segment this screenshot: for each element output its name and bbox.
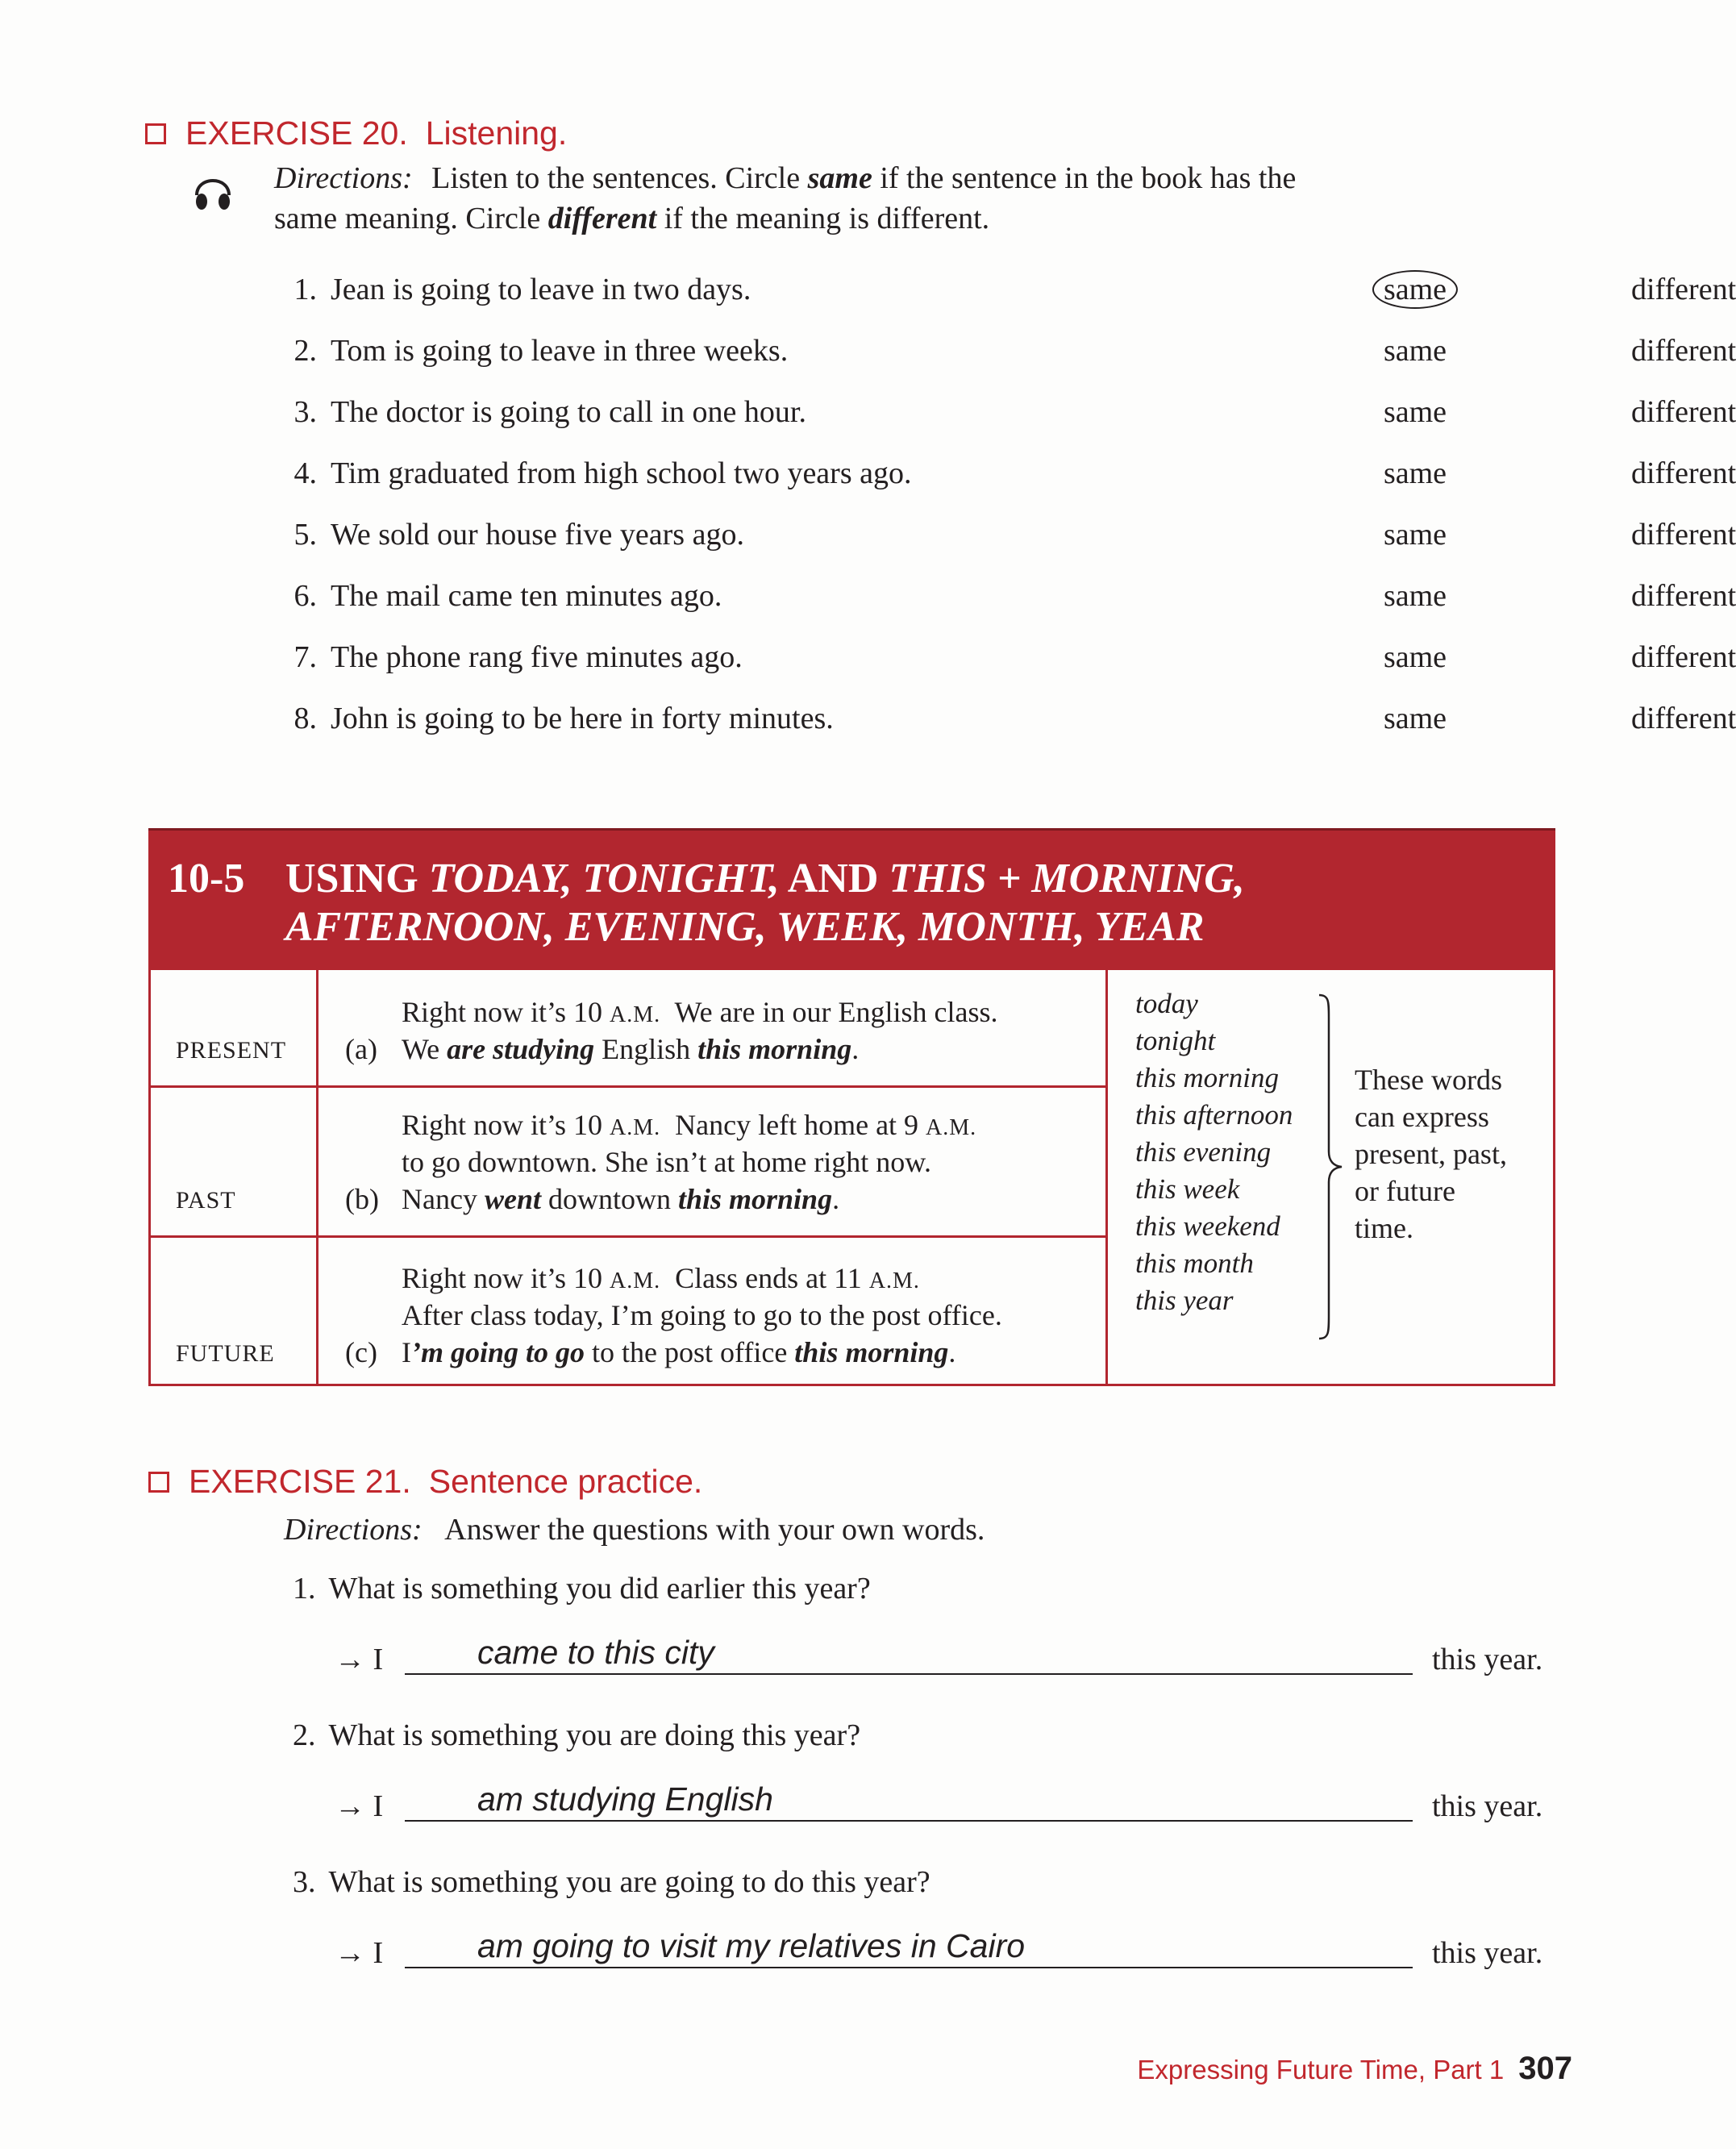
example-text: Class ends at 11 (660, 1262, 869, 1294)
note-line: These words (1355, 1064, 1502, 1096)
different-option[interactable]: different (1631, 456, 1736, 490)
note-line: present, past, (1355, 1138, 1507, 1170)
example-a-letter: (a) (345, 1033, 377, 1065)
example-text: We are in our English class. (660, 996, 998, 1028)
example-text: English (594, 1033, 698, 1065)
exercise-21-heading (148, 1463, 702, 1501)
exercise-20-title: Listening. (425, 115, 568, 152)
example-text: A.M. (610, 1115, 661, 1140)
item-sentence: The mail came ten minutes ago. (331, 579, 722, 613)
same-label: same (1383, 334, 1447, 368)
exercise-20-label: EXERCISE 20. (185, 115, 408, 152)
answer-suffix: this year. (1432, 1936, 1543, 1970)
handwritten-answer[interactable]: am going to visit my relatives in Cairo (477, 1927, 1026, 1964)
answer-prompt: → I (335, 1789, 384, 1823)
listening-item (286, 639, 1736, 688)
chart-divider (148, 1085, 1108, 1088)
note-line: or future (1355, 1175, 1455, 1207)
item-number: 8. (293, 702, 317, 735)
listening-item (286, 272, 1736, 320)
answer-suffix: this year. (1432, 1643, 1543, 1676)
example-text: to the post office (585, 1336, 795, 1368)
example-text: . (851, 1033, 860, 1065)
example-text: are studying (447, 1033, 595, 1065)
different-option[interactable]: different (1631, 702, 1736, 735)
chart-title-part: AND (779, 856, 889, 902)
time-word: this weekend (1135, 1210, 1280, 1242)
item-number: 7. (293, 640, 317, 674)
chart-divider (148, 1235, 1108, 1238)
example-text: . (948, 1336, 956, 1368)
example-text: Nancy (402, 1183, 485, 1215)
example-text: this morning (677, 1183, 833, 1215)
chart-title-line1 (285, 855, 1245, 902)
item-sentence: We sold our house five years ago. (331, 518, 744, 552)
note-line: time. (1355, 1212, 1413, 1244)
example-b-line3 (402, 1182, 839, 1216)
tense-label-present: PRESENT (176, 1037, 287, 1064)
chart-divider (1105, 968, 1108, 1386)
listening-item (286, 394, 1736, 443)
different-option[interactable]: different (1631, 334, 1736, 368)
example-text: A.M. (926, 1115, 977, 1140)
chart-title-part: TODAY, TONIGHT, (428, 856, 780, 902)
example-text: downtown (540, 1183, 678, 1215)
circled-same-answer: same (1372, 270, 1458, 309)
exercise-21-directions (284, 1510, 985, 1550)
time-words-note (1355, 1061, 1507, 1247)
different-option[interactable]: different (1631, 518, 1736, 552)
tense-label-past: PAST (176, 1187, 236, 1214)
headphones-icon (192, 168, 234, 220)
tense-label-future: FUTURE (176, 1340, 275, 1367)
same-label: same (1383, 640, 1447, 674)
example-c-letter: (c) (345, 1336, 377, 1368)
example-text: A.M. (610, 1002, 661, 1027)
time-word: today (1135, 988, 1198, 1019)
example-c-line3 (402, 1335, 955, 1369)
different-option[interactable]: different (1631, 579, 1736, 613)
listening-item (286, 456, 1736, 504)
same-label: same (1383, 395, 1447, 429)
item-number: 4. (293, 456, 317, 490)
example-text: Right now it’s 10 (402, 1262, 610, 1294)
example-text: went (484, 1183, 541, 1215)
item-number: 1. (293, 273, 317, 306)
example-text: We (402, 1033, 448, 1065)
item-number: 5. (293, 518, 317, 552)
same-option[interactable] (1377, 456, 1453, 491)
answer-prompt: → I (335, 1643, 384, 1676)
chart-header (148, 828, 1555, 970)
footer-chapter-title: Expressing Future Time, Part 1 (1137, 2055, 1505, 2084)
answer-suffix: this year. (1432, 1789, 1543, 1823)
answer-blank[interactable] (405, 1967, 1413, 1968)
question-number: 1. (293, 1572, 316, 1606)
answer-prompt: → I (335, 1936, 384, 1970)
chart-title-part: USING (285, 856, 429, 902)
item-number: 6. (293, 579, 317, 613)
same-label: same (1383, 518, 1447, 552)
same-label: same (1383, 702, 1447, 735)
directions-label: Directions: (274, 161, 413, 195)
directions-label: Directions: (284, 1513, 423, 1547)
different-option[interactable]: different (1631, 395, 1736, 429)
example-text: Nancy left home at 9 (660, 1109, 926, 1141)
brace-icon (1316, 993, 1345, 1344)
item-sentence: Tom is going to leave in three weeks. (331, 334, 789, 368)
directions-text: same meaning. Circle (274, 202, 548, 235)
listening-item (286, 578, 1736, 627)
question-number: 3. (293, 1865, 316, 1899)
page-number: 307 (1518, 2051, 1572, 2086)
example-a-line1 (402, 995, 998, 1029)
item-sentence: The doctor is going to call in one hour. (331, 395, 806, 429)
item-number: 3. (293, 395, 317, 429)
listening-item (286, 517, 1736, 565)
item-sentence: Tim graduated from high school two years ago. (331, 456, 912, 490)
same-option[interactable] (1377, 333, 1453, 369)
directions-keyword-same: same (807, 161, 872, 195)
question (293, 1718, 860, 1753)
handwritten-answer[interactable]: came to this city (477, 1634, 714, 1671)
same-option[interactable] (1377, 517, 1453, 552)
same-option[interactable] (1377, 394, 1453, 430)
chart-title-line2: AFTERNOON, EVENING, WEEK, MONTH, YEAR (285, 904, 1205, 950)
example-b-letter: (b) (345, 1183, 379, 1215)
item-number: 2. (293, 334, 317, 368)
exercise-20-directions (274, 158, 1564, 239)
question (293, 1571, 871, 1606)
answer-blank[interactable] (405, 1820, 1413, 1822)
same-label: same (1383, 579, 1447, 613)
example-text: A.M. (868, 1268, 920, 1293)
time-word: this year (1135, 1285, 1234, 1316)
same-label: same (1383, 456, 1447, 490)
answer-blank[interactable] (405, 1673, 1413, 1675)
time-words-list (1135, 985, 1293, 1319)
listening-item (286, 333, 1736, 381)
directions-text: if the meaning is different. (656, 202, 990, 235)
example-a-line2 (402, 1032, 859, 1066)
chart-divider (316, 968, 318, 1386)
same-option[interactable] (1372, 272, 1458, 309)
question-text: What is something you are going to do this year? (328, 1865, 930, 1899)
example-text: this morning (794, 1336, 949, 1368)
directions-text: Listen to the sentences. Circle (431, 161, 808, 195)
example-text: . (832, 1183, 840, 1215)
question-number: 2. (293, 1718, 316, 1752)
example-c-line1 (402, 1261, 920, 1295)
same-option[interactable] (1377, 701, 1453, 736)
example-text: ’m going to go (411, 1336, 585, 1368)
exercise-checkbox[interactable] (145, 123, 166, 144)
listening-item (286, 701, 1736, 749)
time-word: this month (1135, 1247, 1254, 1279)
different-option[interactable]: different (1631, 640, 1736, 674)
item-sentence: Jean is going to leave in two days. (331, 273, 751, 306)
directions-keyword-different: different (547, 202, 657, 235)
directions-text: if the sentence in the book has the (872, 161, 1297, 195)
item-sentence: John is going to be here in forty minutes. (331, 702, 834, 735)
exercise-21-label: EXERCISE 21. (189, 1463, 411, 1500)
same-option[interactable] (1377, 578, 1453, 614)
chart-title-part: THIS + MORNING, (889, 856, 1245, 902)
time-word: this evening (1135, 1136, 1272, 1168)
example-c-line2: After class today, I’m going to go to the post office. (402, 1299, 1002, 1331)
item-sentence: The phone rang five minutes ago. (331, 640, 743, 674)
note-line: can express (1355, 1101, 1489, 1133)
page-footer (1137, 2051, 1572, 2087)
example-text: I (402, 1336, 411, 1368)
example-b-line2: to go downtown. She isn’t at home right now. (402, 1146, 931, 1178)
question-text: What is something you did earlier this year? (328, 1572, 871, 1606)
example-b-line1 (402, 1108, 976, 1142)
example-text: Right now it’s 10 (402, 996, 610, 1028)
handwritten-answer[interactable]: am studying English (477, 1780, 773, 1818)
exercise-21-title: Sentence practice. (428, 1463, 703, 1500)
question (293, 1864, 930, 1900)
chart-number: 10-5 (168, 856, 245, 902)
time-word: this morning (1135, 1062, 1279, 1093)
example-text: Right now it’s 10 (402, 1109, 610, 1141)
example-text: this morning (697, 1033, 852, 1065)
time-word: this week (1135, 1173, 1240, 1205)
exercise-checkbox[interactable] (148, 1472, 169, 1493)
directions-text: Answer the questions with your own words. (444, 1513, 985, 1547)
same-option[interactable] (1377, 639, 1453, 675)
time-word: this afternoon (1135, 1099, 1293, 1131)
time-word: tonight (1135, 1025, 1216, 1056)
example-text: A.M. (610, 1268, 661, 1293)
different-option[interactable]: different (1631, 273, 1736, 306)
question-text: What is something you are doing this year? (328, 1718, 861, 1752)
exercise-20-heading (145, 115, 567, 152)
